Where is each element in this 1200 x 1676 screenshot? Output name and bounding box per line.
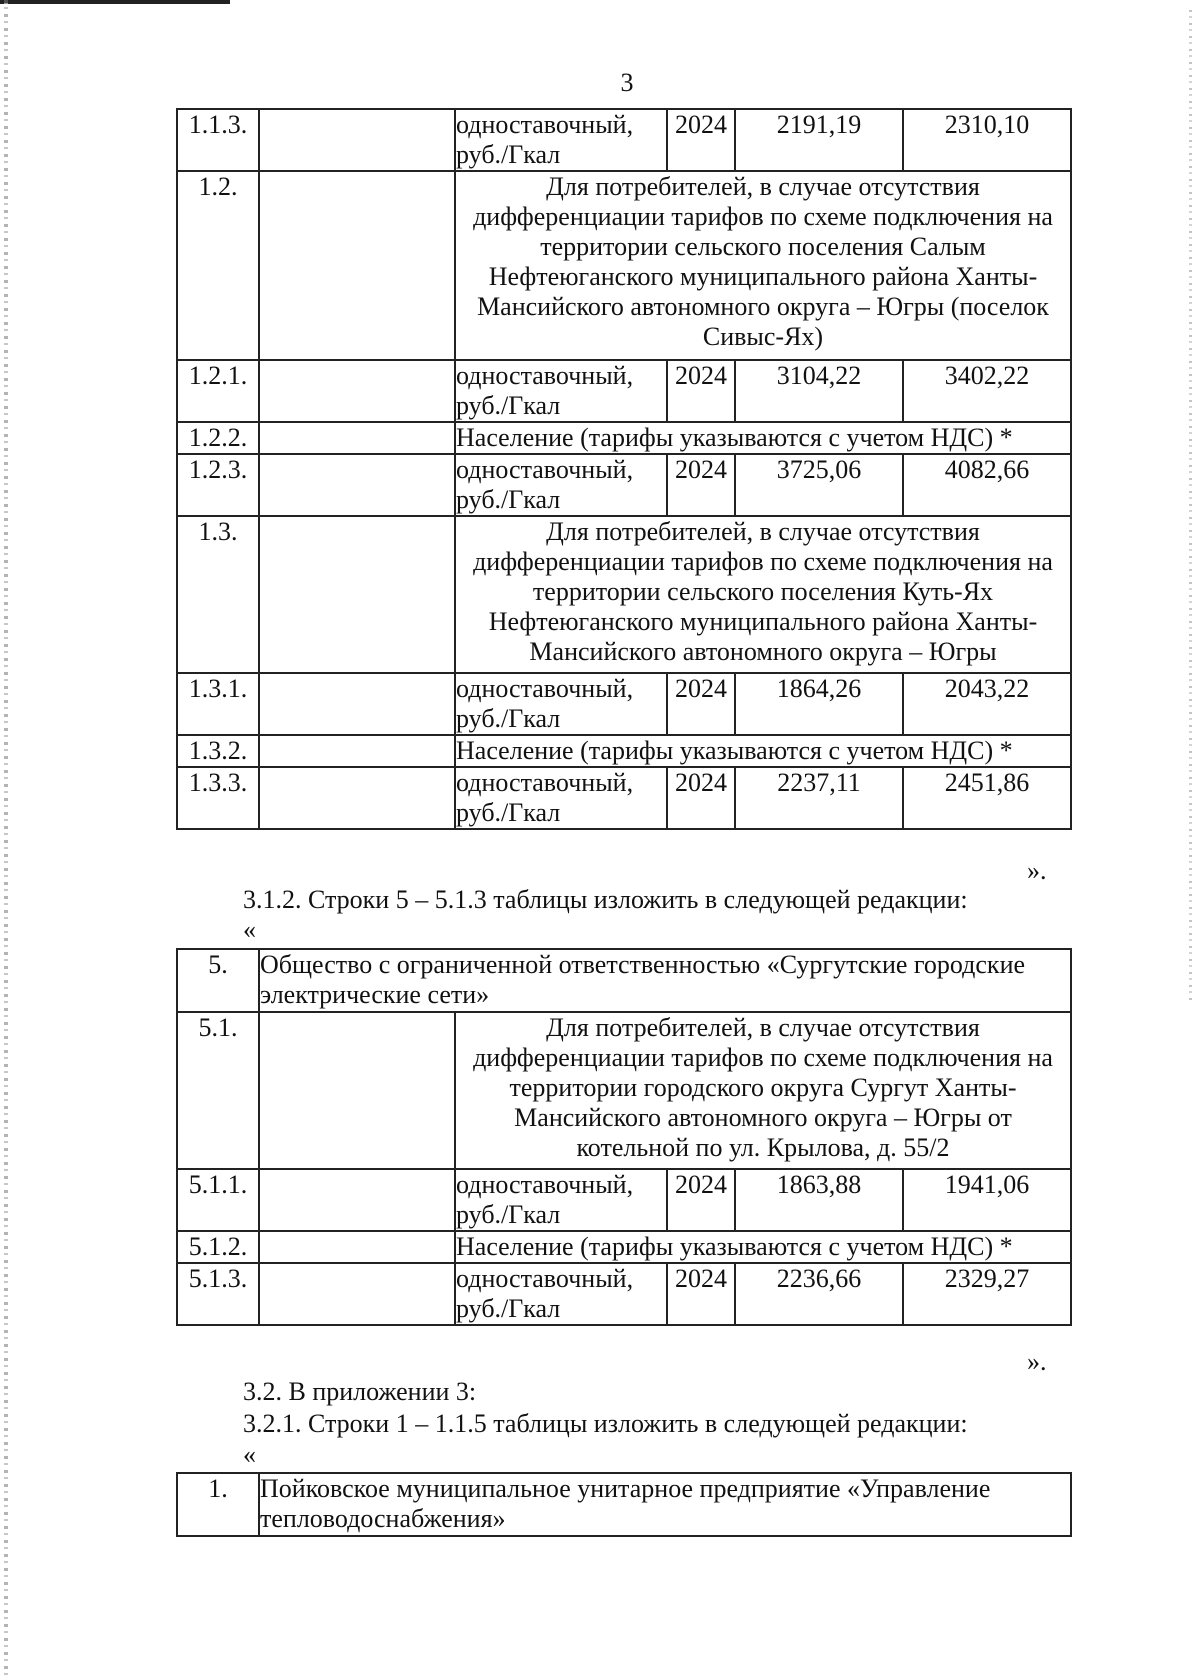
tariff-value-1: 2237,11 [735, 767, 903, 829]
table-row [177, 1169, 1071, 1231]
scan-edge-top [0, 0, 230, 4]
table-row [177, 1263, 1071, 1325]
row-number: 1.3.1. [177, 673, 259, 735]
name-cell-empty [259, 735, 455, 767]
population-note: Население (тарифы указываются с учетом НДС) * [455, 735, 1071, 767]
row-number: 5.1.1. [177, 1169, 259, 1231]
tariff-value-2: 2329,27 [903, 1263, 1071, 1325]
row-number: 1.2. [177, 171, 259, 360]
tariff-value-1: 1864,26 [735, 673, 903, 735]
table-row [177, 454, 1071, 516]
name-cell-empty [259, 1231, 455, 1263]
tariff-value-2: 4082,66 [903, 454, 1071, 516]
consumer-group-caption: Для потребителей, в случае отсутствия дифференциации тарифов по схеме подключения на территории городского округа Сургут Ханты-Мансийского автономного округа – Югры от котельной по ул. Крылова, д. 55/2 [455, 1012, 1071, 1169]
rate-type: одноставочный, руб./Гкал [455, 454, 667, 516]
tariff-value-2: 2451,86 [903, 767, 1071, 829]
row-number: 5. [177, 949, 259, 1012]
name-cell-empty [259, 1169, 455, 1231]
row-number: 1.3. [177, 516, 259, 673]
year: 2024 [667, 454, 735, 516]
table-row [177, 767, 1071, 829]
year: 2024 [667, 360, 735, 422]
row-number: 5.1. [177, 1012, 259, 1169]
row-number: 1. [177, 1473, 259, 1536]
open-quote: « [243, 1440, 256, 1469]
name-cell-empty [259, 171, 455, 360]
name-cell-empty [259, 360, 455, 422]
tariff-table-2 [176, 948, 1072, 1326]
population-note: Население (тарифы указываются с учетом НДС) * [455, 1231, 1071, 1263]
tariff-value-1: 3725,06 [735, 454, 903, 516]
organization-name: Общество с ограниченной ответственностью «Сургутские городские электрические сети» [259, 949, 1071, 1012]
tariff-value-1: 2191,19 [735, 109, 903, 171]
close-quote: ». [1027, 1347, 1047, 1376]
table-row [177, 422, 1071, 454]
name-cell-empty [259, 1263, 455, 1325]
tariff-value-1: 2236,66 [735, 1263, 903, 1325]
rate-type: одноставочный, руб./Гкал [455, 673, 667, 735]
name-cell-empty [259, 109, 455, 171]
row-number: 1.1.3. [177, 109, 259, 171]
table-row [177, 1231, 1071, 1263]
tariff-value-1: 1863,88 [735, 1169, 903, 1231]
table-row [177, 171, 1071, 360]
rate-type: одноставочный, руб./Гкал [455, 1263, 667, 1325]
row-number: 1.2.1. [177, 360, 259, 422]
table-row [177, 673, 1071, 735]
name-cell-empty [259, 422, 455, 454]
consumer-group-caption: Для потребителей, в случае отсутствия дифференциации тарифов по схеме подключения на территории сельского поселения Салым Нефтеюганского муниципального района Ханты-Мансийского автономного округа – Югры (поселок Сивыс-Ях) [455, 171, 1071, 360]
tariff-value-2: 2043,22 [903, 673, 1071, 735]
tariff-value-2: 2310,10 [903, 109, 1071, 171]
consumer-group-caption: Для потребителей, в случае отсутствия дифференциации тарифов по схеме подключения на территории сельского поселения Куть-Ях Нефтеюганского муниципального района Ханты-Мансийского автономного округа – Югры [455, 516, 1071, 673]
tariff-table-1 [176, 108, 1072, 830]
table-row [177, 1012, 1071, 1169]
close-quote: ». [1027, 856, 1047, 885]
rate-type: одноставочный, руб./Гкал [455, 1169, 667, 1231]
name-cell-empty [259, 673, 455, 735]
table-row [177, 949, 1071, 1012]
row-number: 5.1.3. [177, 1263, 259, 1325]
scan-edge-left [4, 0, 8, 1676]
table-row [177, 360, 1071, 422]
rate-type: одноставочный, руб./Гкал [455, 109, 667, 171]
tariff-value-2: 3402,22 [903, 360, 1071, 422]
tariff-value-2: 1941,06 [903, 1169, 1071, 1231]
paragraph-3-1-2: 3.1.2. Строки 5 – 5.1.3 таблицы изложить в следующей редакции: [243, 885, 968, 914]
table-row [177, 1473, 1071, 1536]
table-row [177, 109, 1071, 171]
year: 2024 [667, 767, 735, 829]
paragraph-3-2: 3.2. В приложении 3: [243, 1377, 477, 1406]
row-number: 5.1.2. [177, 1231, 259, 1263]
rate-type: одноставочный, руб./Гкал [455, 360, 667, 422]
organization-name: Пойковское муниципальное унитарное предприятие «Управление тепловодоснабжения» [259, 1473, 1071, 1536]
open-quote: « [243, 915, 256, 944]
row-number: 1.3.2. [177, 735, 259, 767]
name-cell-empty [259, 1012, 455, 1169]
name-cell-empty [259, 454, 455, 516]
paragraph-3-2-1: 3.2.1. Строки 1 – 1.1.5 таблицы изложить в следующей редакции: [243, 1409, 968, 1438]
year: 2024 [667, 673, 735, 735]
year: 2024 [667, 109, 735, 171]
year: 2024 [667, 1263, 735, 1325]
tariff-table-3 [176, 1472, 1072, 1537]
page-number: 3 [620, 68, 634, 97]
table-row [177, 516, 1071, 673]
table-row [177, 735, 1071, 767]
row-number: 1.2.2. [177, 422, 259, 454]
rate-type: одноставочный, руб./Гкал [455, 767, 667, 829]
population-note: Население (тарифы указываются с учетом НДС) * [455, 422, 1071, 454]
year: 2024 [667, 1169, 735, 1231]
tariff-value-1: 3104,22 [735, 360, 903, 422]
row-number: 1.3.3. [177, 767, 259, 829]
name-cell-empty [259, 767, 455, 829]
name-cell-empty [259, 516, 455, 673]
scan-edge-right [1189, 10, 1192, 1000]
row-number: 1.2.3. [177, 454, 259, 516]
